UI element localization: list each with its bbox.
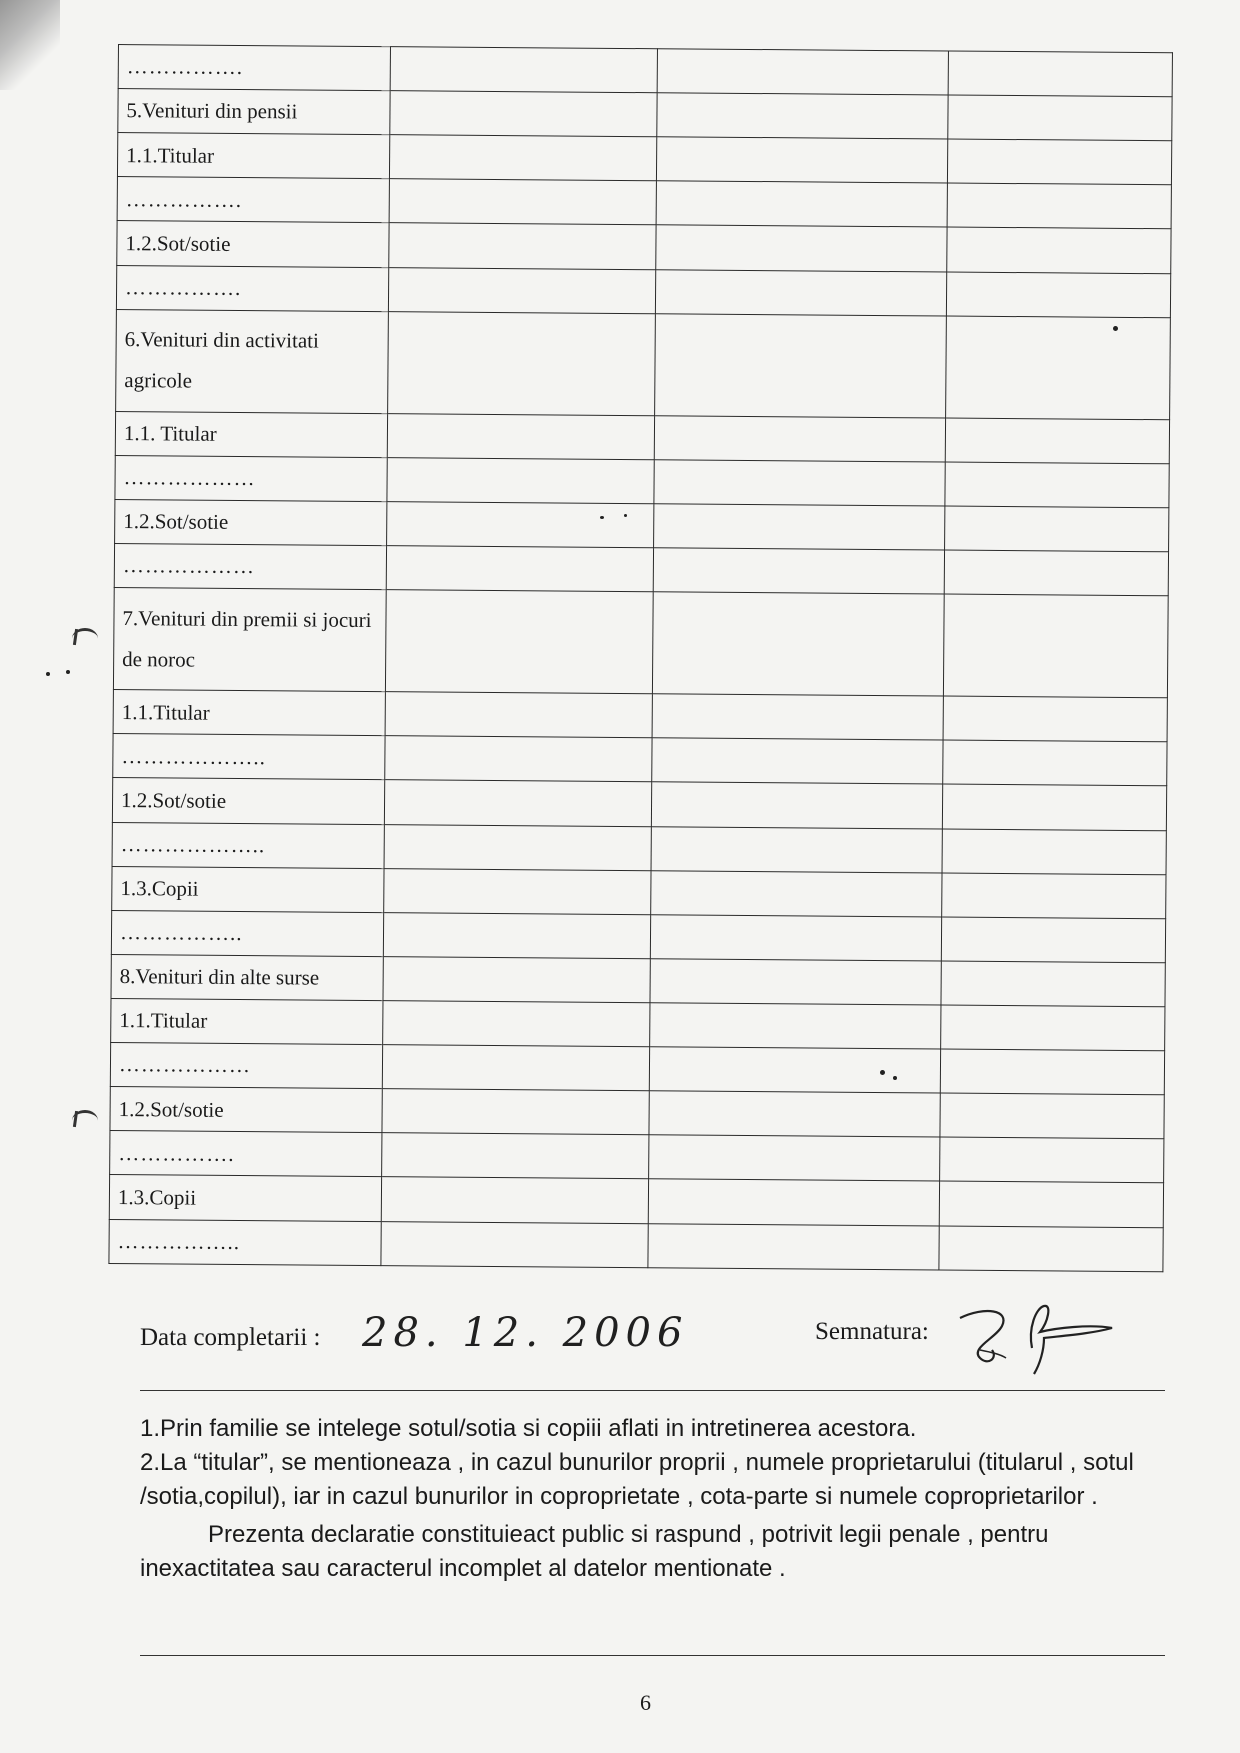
handwritten-signature bbox=[940, 1288, 1130, 1378]
value-cell bbox=[654, 415, 946, 461]
scan-speck bbox=[624, 514, 627, 517]
value-cell bbox=[939, 1226, 1163, 1272]
margin-mark-top bbox=[72, 628, 98, 649]
value-cell bbox=[946, 418, 1170, 464]
page-number: 6 bbox=[640, 1690, 651, 1715]
value-cell bbox=[654, 313, 946, 417]
value-cell bbox=[652, 592, 944, 696]
row-label: 1.3.Copii bbox=[112, 866, 385, 912]
value-cell bbox=[385, 780, 652, 826]
value-cell bbox=[945, 550, 1169, 596]
note-family: 1.Prin familie se intelege sotul/sotia si copiii aflati in intretinerea acestora. bbox=[140, 1415, 917, 1442]
row-label: ……………. bbox=[110, 1131, 383, 1177]
value-cell bbox=[944, 594, 1168, 698]
value-cell bbox=[652, 738, 944, 784]
value-cell bbox=[389, 267, 656, 313]
value-cell bbox=[651, 826, 943, 872]
row-label: 1.3.Copii bbox=[109, 1175, 382, 1221]
row-label: 8.Venituri din alte surse bbox=[111, 954, 384, 1000]
value-cell bbox=[653, 504, 945, 550]
value-cell bbox=[947, 272, 1171, 318]
value-cell bbox=[382, 1133, 649, 1179]
declaration-statement: Prezenta declaratie constituieact public si raspund , potrivit legii penale , pentru inexactitatea sau caracterul incomplet al datelor mentionate . bbox=[140, 1521, 1049, 1583]
row-label: 1.2.Sot/sotie bbox=[115, 499, 388, 545]
value-cell bbox=[656, 225, 948, 271]
value-cell bbox=[942, 917, 1166, 963]
value-cell bbox=[649, 1091, 941, 1137]
value-cell bbox=[941, 961, 1165, 1007]
row-label: ……………….. bbox=[112, 822, 385, 868]
value-cell bbox=[946, 316, 1170, 420]
value-cell bbox=[941, 1005, 1165, 1051]
row-label: 6.Venituri din activitati agricole bbox=[116, 309, 389, 413]
value-cell bbox=[649, 1047, 941, 1093]
income-table-body bbox=[109, 45, 1173, 1272]
value-cell bbox=[648, 1223, 940, 1270]
value-cell bbox=[945, 462, 1169, 508]
value-cell bbox=[382, 1089, 649, 1135]
value-cell bbox=[652, 694, 944, 740]
value-cell bbox=[383, 957, 650, 1003]
value-cell bbox=[945, 506, 1169, 552]
value-cell bbox=[940, 1137, 1164, 1183]
value-cell bbox=[949, 51, 1173, 97]
value-cell bbox=[388, 311, 655, 415]
value-cell bbox=[942, 829, 1166, 875]
value-cell bbox=[384, 868, 651, 914]
value-cell bbox=[389, 223, 656, 269]
row-label: ……………… bbox=[115, 455, 388, 501]
value-cell bbox=[656, 181, 948, 227]
value-cell bbox=[650, 915, 942, 961]
value-cell bbox=[947, 227, 1171, 273]
income-table bbox=[108, 44, 1173, 1272]
margin-mark-bottom bbox=[72, 1110, 98, 1131]
row-label: ……………. bbox=[116, 265, 389, 311]
row-label: 1.2.Sot/sotie bbox=[117, 221, 390, 267]
value-cell bbox=[390, 91, 657, 137]
value-cell bbox=[385, 692, 652, 738]
row-label: 1.1.Titular bbox=[117, 133, 390, 179]
value-cell bbox=[943, 784, 1167, 830]
divider-bottom bbox=[140, 1655, 1165, 1656]
row-label: 1.2.Sot/sotie bbox=[110, 1087, 383, 1133]
value-cell bbox=[387, 502, 654, 548]
scan-speck bbox=[880, 1070, 885, 1075]
value-cell bbox=[650, 959, 942, 1005]
row-label: ……………….. bbox=[113, 734, 386, 780]
value-cell bbox=[381, 1221, 648, 1268]
row-label: …………….. bbox=[111, 910, 384, 956]
completion-date-value: 28. 12. 2006 bbox=[362, 1310, 689, 1356]
value-cell bbox=[648, 1179, 940, 1225]
value-cell bbox=[943, 740, 1167, 786]
value-cell bbox=[948, 183, 1172, 229]
value-cell bbox=[648, 1135, 940, 1181]
row-label: 1.1.Titular bbox=[113, 690, 386, 736]
completion-date-label: Data completarii : bbox=[140, 1324, 321, 1351]
value-cell bbox=[657, 49, 949, 95]
value-cell bbox=[388, 413, 655, 459]
row-label: …………….. bbox=[109, 1219, 382, 1266]
row-label: ……………… bbox=[110, 1043, 383, 1089]
scan-speck bbox=[46, 672, 50, 676]
value-cell bbox=[656, 137, 948, 183]
value-cell bbox=[657, 93, 949, 139]
scan-speck bbox=[66, 670, 70, 674]
value-cell bbox=[383, 1045, 650, 1091]
explanatory-notes bbox=[140, 1412, 1170, 1586]
row-label: 7.Venituri din premii si jocuri de noroc bbox=[113, 588, 386, 692]
value-cell bbox=[940, 1181, 1164, 1227]
table-row bbox=[109, 1219, 1163, 1272]
table-row bbox=[113, 588, 1168, 698]
note-titular: 2.La “titular”, se mentioneaza , in cazul bunurilor proprii , numele proprietarului (titularul , sotul /sotia,copilul), iar in cazul bunurilor in coproprietate , cota-parte si numele coproprietarilor . bbox=[140, 1449, 1134, 1511]
table-row bbox=[116, 309, 1171, 419]
row-label: 1.2.Sot/sotie bbox=[112, 778, 385, 824]
value-cell bbox=[383, 1001, 650, 1047]
value-cell bbox=[941, 1049, 1165, 1095]
value-cell bbox=[390, 135, 657, 181]
value-cell bbox=[382, 1177, 649, 1223]
value-cell bbox=[948, 95, 1172, 141]
value-cell bbox=[384, 912, 651, 958]
value-cell bbox=[653, 548, 945, 594]
row-label: 1.1. Titular bbox=[115, 411, 388, 457]
divider-top bbox=[140, 1390, 1165, 1391]
scan-corner-shadow bbox=[0, 0, 60, 90]
scan-speck bbox=[893, 1076, 897, 1080]
signature-label: Semnatura: bbox=[815, 1318, 929, 1345]
value-cell bbox=[651, 870, 943, 916]
value-cell bbox=[651, 782, 943, 828]
row-label: ……………. bbox=[117, 177, 390, 223]
row-label: ……………. bbox=[118, 45, 391, 91]
value-cell bbox=[390, 47, 657, 93]
value-cell bbox=[387, 546, 654, 592]
value-cell bbox=[386, 590, 653, 694]
value-cell bbox=[654, 460, 946, 506]
value-cell bbox=[385, 736, 652, 782]
value-cell bbox=[944, 696, 1168, 742]
value-cell bbox=[384, 824, 651, 870]
scan-speck bbox=[1113, 326, 1118, 331]
row-label: 5.Venituri din pensii bbox=[118, 89, 391, 135]
value-cell bbox=[948, 139, 1172, 185]
row-label: ……………… bbox=[114, 544, 387, 590]
value-cell bbox=[387, 457, 654, 503]
row-label: 1.1.Titular bbox=[111, 998, 384, 1044]
value-cell bbox=[389, 179, 656, 225]
scan-speck bbox=[600, 516, 604, 519]
completion-row bbox=[140, 1310, 1170, 1370]
value-cell bbox=[940, 1093, 1164, 1139]
value-cell bbox=[942, 873, 1166, 919]
value-cell bbox=[655, 269, 947, 315]
value-cell bbox=[650, 1003, 942, 1049]
